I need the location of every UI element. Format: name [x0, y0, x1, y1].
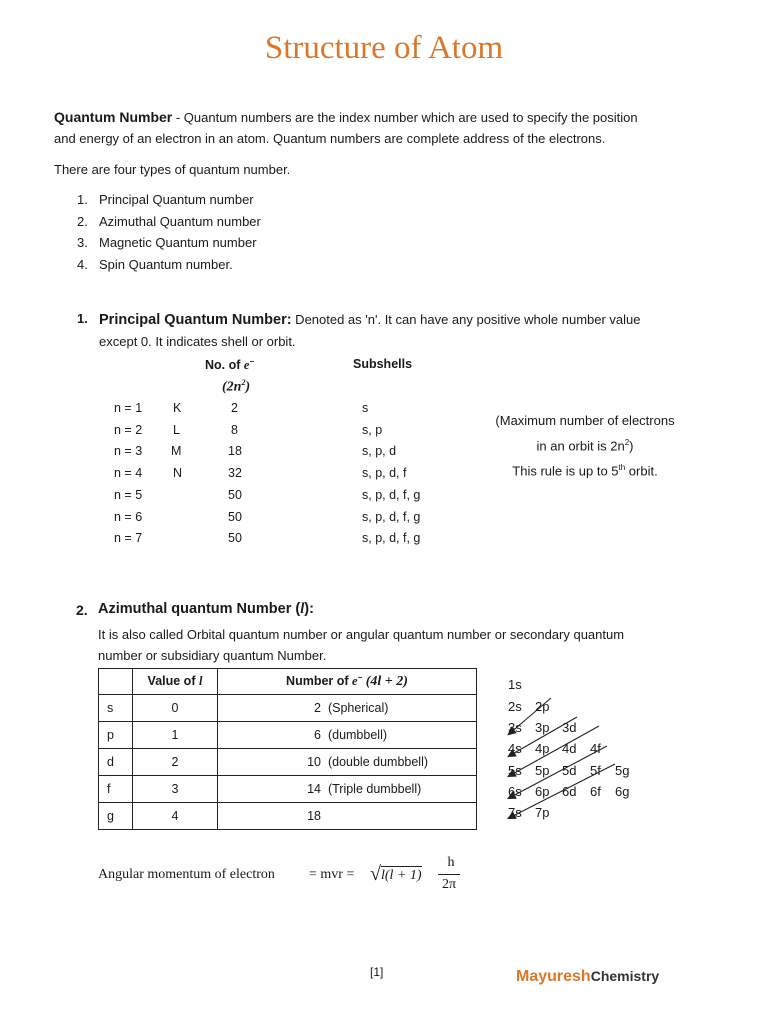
- row-shell: L: [173, 423, 180, 437]
- aufbau-arrows: [495, 690, 635, 830]
- orbital-label: 5p: [535, 763, 550, 778]
- row-electrons: 8: [231, 423, 238, 437]
- orbital-label: 3p: [535, 720, 550, 735]
- row-shell: K: [173, 401, 182, 415]
- row-shell: M: [171, 444, 182, 458]
- azimuthal-paragraph: It is also called Orbital quantum number or angular quantum number or secondary quantum number or subsidiary quantum Number.: [98, 627, 625, 663]
- principal-number: 1.: [77, 311, 88, 326]
- table-row: p 1 6 (dumbbell): [99, 722, 477, 749]
- table-row: s 0 2 (Spherical): [99, 695, 477, 722]
- orbital-label: 6g: [615, 784, 630, 799]
- diagonal-arrow: [509, 764, 615, 818]
- row-electrons: 50: [228, 488, 242, 502]
- row-subshells: s, p, d, f, g: [362, 488, 421, 502]
- orbital-label: 5d: [562, 763, 577, 778]
- col-formula: $(2n^2)$: [222, 378, 251, 395]
- orbital-label: 4f: [590, 741, 601, 756]
- orbital-label: 2p: [535, 699, 550, 714]
- row-electrons: 2: [231, 401, 238, 415]
- orbital-label: 6d: [562, 784, 577, 799]
- table-header-row: [99, 669, 477, 695]
- row-n: n = 1: [114, 401, 143, 415]
- orbital-label: 6p: [535, 784, 550, 799]
- list-item: 2. Azimuthal Quantum number: [77, 213, 261, 229]
- row-electrons: 50: [228, 510, 242, 524]
- orbital-label: 4s: [508, 741, 522, 756]
- diagonal-arrow: [509, 698, 551, 734]
- table-row: d 2 10 (double dumbbell): [99, 749, 477, 776]
- diagonal-arrow: [509, 717, 577, 756]
- orbital-label: 6f: [590, 784, 601, 799]
- diagonal-arrow: [509, 746, 607, 798]
- orbital-label: 4d: [562, 741, 577, 756]
- row-subshells: s, p, d, f, g: [362, 510, 421, 524]
- orbital-label: 4p: [535, 741, 550, 756]
- col-no-of-e: No. of e−: [205, 357, 255, 373]
- intro-text-1: - Quantum numbers are the index number which are used to specify the position: [172, 110, 638, 125]
- row-n: n = 7: [114, 531, 143, 545]
- row-subshells: s, p: [362, 423, 383, 437]
- list-item: 1. Principal Quantum number: [77, 192, 254, 207]
- row-subshells: s, p, d: [362, 444, 397, 458]
- list-item: 3. Magnetic Quantum number: [77, 235, 257, 251]
- orbital-label: 3s: [508, 720, 522, 735]
- principal-note: (Maximum number of electrons in an orbit is $2n^2$) This rule is up to 5th orbit.: [495, 413, 675, 479]
- azimuthal-heading: Azimuthal quantum Number (l):: [98, 601, 314, 617]
- row-n: n = 2: [114, 423, 143, 437]
- orbital-label: 5f: [590, 763, 601, 778]
- list-item: 4. Spin Quantum number.: [77, 257, 233, 273]
- th-value: Value of l: [133, 669, 218, 695]
- diagonal-arrow: [509, 726, 599, 776]
- principal-heading: Principal Quantum Number:: [99, 312, 292, 328]
- orbital-label: 7s: [508, 805, 522, 820]
- intro-term: Quantum Number: [54, 109, 173, 125]
- row-subshells: s, p, d, f, g: [362, 531, 421, 545]
- four-types-text: There are four types of quantum number.: [54, 162, 291, 177]
- row-n: n = 3: [114, 444, 143, 458]
- page-number: [1]: [370, 965, 384, 979]
- row-electrons: 18: [228, 444, 242, 458]
- azimuthal-number: 2.: [76, 602, 88, 618]
- orbital-label: 7p: [535, 805, 550, 820]
- row-subshells: s, p, d, f: [362, 466, 407, 480]
- orbital-label: 1s: [508, 677, 522, 692]
- brand-logo: MayureshChemistry: [516, 968, 660, 985]
- col-subshells: Subshells: [353, 357, 413, 371]
- row-subshells: s: [362, 401, 369, 415]
- intro-text-2: and energy of an electron in an atom. Quantum numbers are complete address of the electrons.: [54, 131, 606, 146]
- orbital-label: 6s: [508, 784, 522, 799]
- row-electrons: 32: [228, 466, 242, 480]
- orbital-label: 2s: [508, 699, 522, 714]
- orbital-label: 5s: [508, 763, 522, 778]
- th-number: Number of e− (4l + 2): [218, 669, 477, 695]
- table-row: g 4 18: [99, 803, 477, 830]
- azimuthal-table: [98, 668, 477, 830]
- row-electrons: 50: [228, 531, 242, 545]
- intro-paragraph: [54, 107, 734, 149]
- page-title: Structure of Atom: [264, 30, 504, 66]
- row-n: n = 6: [114, 510, 143, 524]
- orbital-label: 5g: [615, 763, 630, 778]
- row-n: n = 4: [114, 466, 143, 480]
- row-n: n = 5: [114, 488, 143, 502]
- table-row: f 3 14 (Triple dumbbell): [99, 776, 477, 803]
- row-shell: N: [173, 466, 183, 480]
- orbital-label: 3d: [562, 720, 577, 735]
- principal-paragraph: Principal Quantum Number: Denoted as 'n'. It can have any positive whole number value except 0. It indicates shell or orbit.: [99, 312, 641, 349]
- types-list: [77, 189, 261, 276]
